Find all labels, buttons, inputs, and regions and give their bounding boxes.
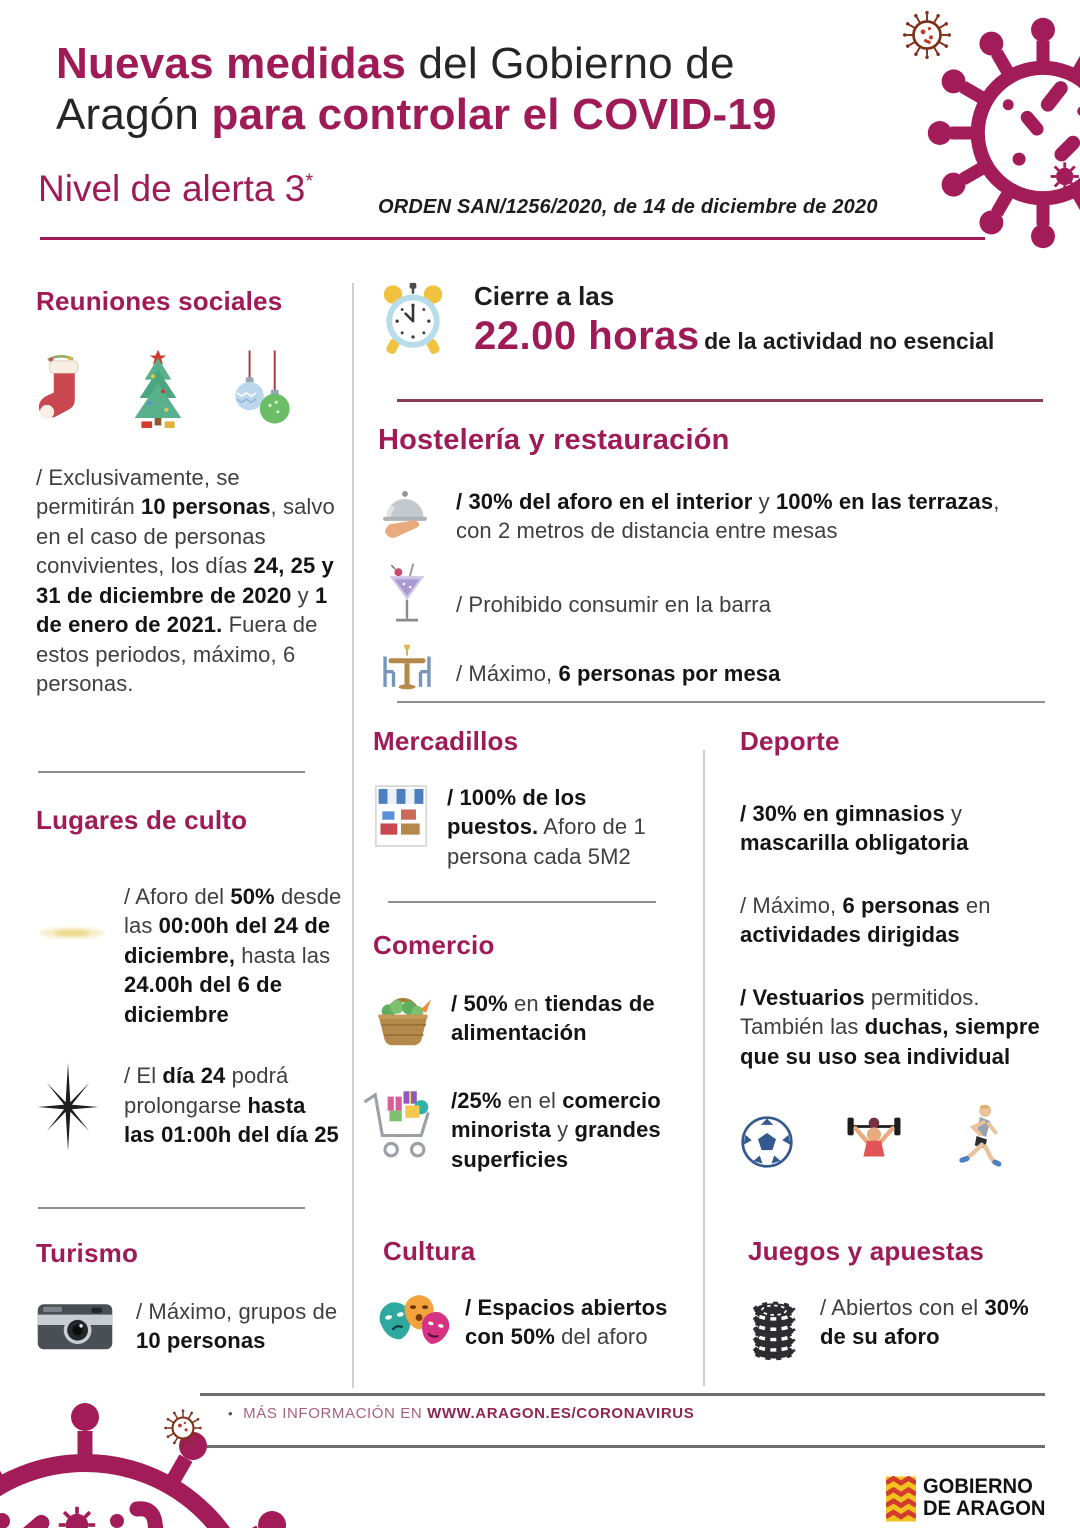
- alert-level: Nivel de alerta 3*: [38, 168, 314, 209]
- section-comercio: [373, 930, 678, 1174]
- title-rest-1: del Gobierno de: [406, 39, 735, 88]
- section-cultura: [383, 1236, 683, 1366]
- closure-suffix: de la actividad no esencial: [704, 328, 995, 354]
- aragon-flag-icon: [886, 1476, 916, 1527]
- section-title: Juegos y apuestas: [748, 1236, 985, 1266]
- section-mercadillos: [373, 726, 663, 871]
- title-accent-2: para controlar el COVID-19: [211, 90, 777, 140]
- section-title: Turismo: [36, 1238, 139, 1268]
- small-virus-icon-bottom: [162, 1407, 204, 1454]
- section-title: Deporte: [740, 726, 840, 756]
- baubles-icon: [226, 350, 292, 433]
- title-start-2: Aragón: [56, 90, 212, 140]
- comercio-item-text: /25% en el comercio minorista y grandes superficies: [451, 1088, 661, 1172]
- section-title: Lugares de culto: [36, 805, 248, 835]
- camera-icon: [36, 1297, 116, 1358]
- mercadillos-comercio-rule: [388, 901, 656, 903]
- weightlifting-icon: [844, 1114, 904, 1174]
- poker-chips-icon: [748, 1293, 802, 1367]
- footer-info-url: WWW.ARAGON.ES/CORONAVIRUS: [427, 1405, 695, 1422]
- section-title: Mercadillos: [373, 726, 519, 756]
- deporte-item-text: / Vestuarios permitidos. También las duchas, siempre que su uso sea individual: [740, 984, 1040, 1069]
- section-title: Hostelería y restauración: [378, 424, 730, 456]
- section-title: Reuniones sociales: [36, 286, 283, 316]
- section-turismo: [36, 1238, 346, 1358]
- cloche-icon: [378, 487, 436, 548]
- mercadillos-item-text: / 100% de los puestos. Aforo de 1 persona cada 5M2: [447, 785, 646, 869]
- order-reference: ORDEN SAN/1256/2020, de 14 de diciembre de 2020: [378, 196, 878, 218]
- gobierno-aragon-logo: [886, 1476, 1051, 1527]
- large-virus-icon-bottom: [0, 1398, 320, 1528]
- title-accent-1: Nuevas medidas: [56, 39, 407, 88]
- reuniones-culto-rule: [38, 771, 305, 773]
- section-reuniones: [36, 286, 340, 699]
- hosteleria-item-text: / Prohibido consumir en la barra: [456, 592, 772, 617]
- footer-info-prefix: MÁS INFORMACIÓN EN: [243, 1405, 428, 1422]
- divider-vertical-right: [703, 750, 705, 1386]
- shopping-cart-icon: [361, 1086, 441, 1167]
- large-virus-icon: [918, 8, 1080, 263]
- sport-icons-row: [740, 1103, 1046, 1174]
- section-deporte: [740, 726, 1046, 1174]
- deporte-item-text: / Máximo, 6 personas en actividades dirigidas: [740, 892, 991, 948]
- alarm-clock-icon: [378, 281, 448, 363]
- logo-line-2: DE ARAGON: [923, 1497, 1046, 1520]
- section-culto: [36, 805, 342, 1156]
- comercio-item-text: / 50% en tiendas de alimentación: [451, 991, 655, 1046]
- reuniones-body-text: / Exclusivamente, se permitirán 10 personas, salvo en el caso de personas convivientes, los días 24, 25 y 31 de diciembre de 2020 y 1 de enero de 2021. Fuera de estos periodos, máximo, 6 personas.: [36, 465, 335, 697]
- star-icon: [36, 1063, 104, 1156]
- header-rule: [40, 237, 985, 240]
- food-basket-icon: [373, 989, 435, 1052]
- christmas-tree-icon: [128, 348, 188, 433]
- market-stall-icon: [373, 783, 431, 854]
- logo-line-1: GOBIERNO: [923, 1475, 1033, 1498]
- closure-banner: [378, 281, 994, 363]
- stocking-icon: [36, 354, 90, 433]
- footer-rule-top: [200, 1393, 1045, 1396]
- section-title: Cultura: [383, 1236, 476, 1266]
- section-juegos: [748, 1236, 1048, 1367]
- candle-glow-icon: [36, 922, 104, 949]
- section-title: Comercio: [373, 930, 495, 960]
- culto-item-text: / El día 24 podrá prolongarse hasta las 01:00h del día 25: [124, 1063, 339, 1148]
- soccer-ball-icon: [740, 1115, 794, 1174]
- hosteleria-item-text: / Máximo, 6 personas por mesa: [456, 661, 781, 686]
- closure-rule: [397, 399, 1043, 402]
- closure-prefix: Cierre a las: [474, 281, 615, 311]
- running-icon: [954, 1103, 1006, 1174]
- culto-item-text: / Aforo del 50% desde las 00:00h del 24 de diciembre, hasta las 24.00h del 6 de diciembre: [124, 884, 342, 1027]
- footer-rule-bottom: [200, 1445, 1045, 1448]
- christmas-icons-row: [36, 341, 340, 433]
- table-chairs-icon: [378, 643, 436, 702]
- section-hosteleria: [378, 424, 1046, 702]
- juegos-item-text: / Abiertos con el 30% de su aforo: [820, 1295, 1029, 1350]
- bullet-icon: •: [228, 1406, 234, 1421]
- cultura-item-text: / Espacios abiertos con 50% del aforo: [465, 1295, 668, 1350]
- hosteleria-item-text: / 30% del aforo en el interior y 100% en las terrazas, con 2 metros de distancia entre mesas: [456, 489, 1000, 544]
- closure-time: 22.00 horas: [474, 314, 700, 358]
- divider-vertical-left: [352, 283, 354, 1388]
- cocktail-icon: [378, 562, 436, 633]
- theater-masks-icon: [375, 1293, 451, 1366]
- culto-turismo-rule: [38, 1207, 305, 1209]
- page-title: [56, 38, 777, 140]
- deporte-item-text: / 30% en gimnasios y mascarilla obligatoria: [740, 801, 969, 856]
- turismo-item-text: / Máximo, grupos de 10 personas: [136, 1299, 338, 1354]
